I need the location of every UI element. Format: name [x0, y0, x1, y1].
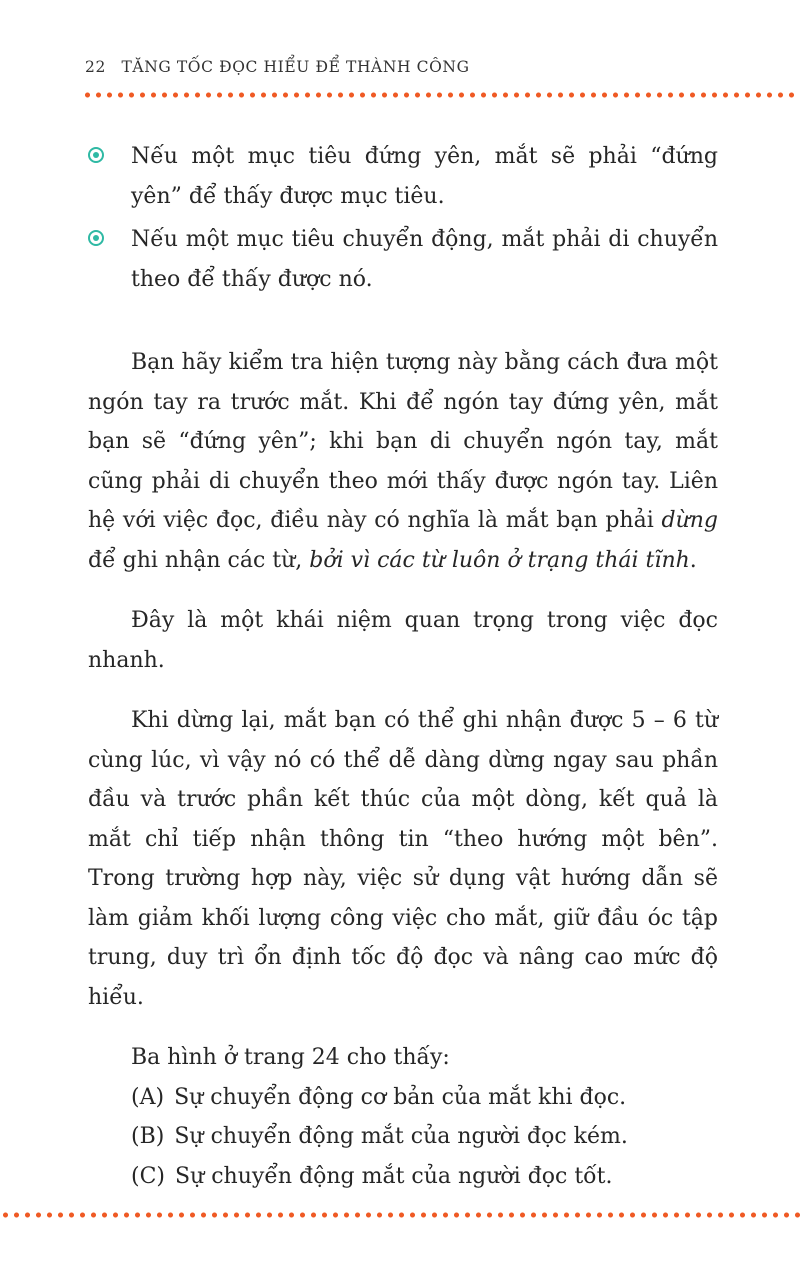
page-number: 22: [85, 58, 106, 76]
paragraph-text: để ghi nhận các từ,: [88, 547, 310, 573]
bottom-dotted-divider: [0, 1211, 800, 1219]
paragraph-finger-test: [88, 343, 718, 580]
paragraph-text: .: [689, 547, 697, 573]
ring-bullet-icon: [88, 147, 104, 163]
bullet-text: Nếu một mục tiêu chuyển động, mắt phải di chuyển theo để thấy được nó.: [131, 227, 718, 292]
page-body: [88, 137, 718, 1196]
figure-description: Sự chuyển động mắt của người đọc kém.: [174, 1124, 628, 1149]
figure-list-item: [88, 1157, 718, 1197]
italic-word: dừng: [661, 508, 718, 533]
figure-list-item: [88, 1078, 718, 1118]
figure-description: Sự chuyển động mắt của người đọc tốt.: [175, 1163, 613, 1189]
paragraph-key-concept: Đây là một khái niệm quan trọng trong việc đọc nhanh.: [88, 608, 718, 673]
bullet-item: [88, 220, 718, 299]
paragraph-figure-intro: Ba hình ở trang 24 cho thấy:: [131, 1045, 450, 1070]
figure-label: (C): [131, 1163, 165, 1189]
figure-label: (B): [131, 1124, 165, 1149]
figure-description: Sự chuyển động cơ bản của mắt khi đọc.: [174, 1084, 627, 1110]
top-dotted-divider: [82, 91, 800, 99]
bullet-text: Nếu một mục tiêu đứng yên, mắt sẽ phải “đứng yên” để thấy được mục tiêu.: [131, 144, 718, 209]
paragraph-text: Bạn hãy kiểm tra hiện tượng này bằng cách đưa một ngón tay ra trước mắt. Khi để ngón tay đứng yên, mắt bạn sẽ “đứng yên”; khi bạn di chuyển ngón tay, mắt cũng phải di chuyển theo mới thấy được ngón tay. Liên hệ với việc đọc, điều này có nghĩa là mắt bạn phải: [88, 350, 718, 533]
ring-bullet-icon: [88, 230, 104, 246]
figure-label: (A): [131, 1084, 165, 1110]
running-header: [85, 58, 470, 76]
bullet-item: [88, 137, 718, 216]
paragraph-pointer-guide: Khi dừng lại, mắt bạn có thể ghi nhận được 5 – 6 từ cùng lúc, vì vậy nó có thể dễ dàng dừng ngay sau phần đầu và trước phần kết thúc của một dòng, kết quả là mắt chỉ tiếp nhận thông tin “theo hướng một bên”. Trong trường hợp này, việc sử dụng vật hướng dẫn sẽ làm giảm khối lượng công việc cho mắt, giữ đầu óc tập trung, duy trì ổn định tốc độ đọc và nâng cao mức độ hiểu.: [88, 708, 718, 1010]
italic-phrase: bởi vì các từ luôn ở trạng thái tĩnh: [309, 547, 690, 573]
book-title: TĂNG TỐC ĐỌC HIỂU ĐỂ THÀNH CÔNG: [121, 58, 470, 76]
figure-list-item: [88, 1117, 718, 1157]
